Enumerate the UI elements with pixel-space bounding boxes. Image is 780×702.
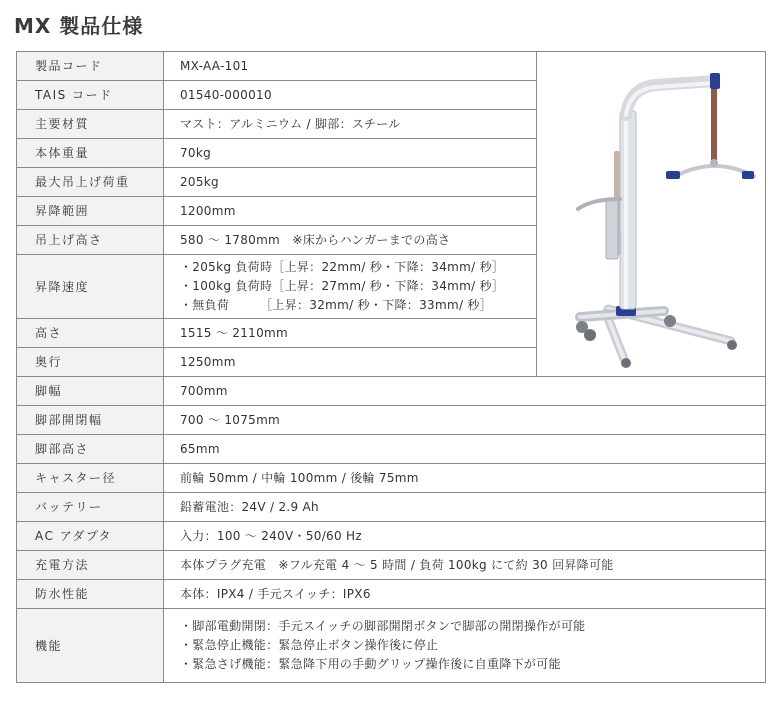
spec-label: 高さ [17,319,164,348]
spec-row-charging [17,551,766,580]
spec-row-caster [17,464,766,493]
spec-row-functions [17,609,766,683]
spec-value: 205kg [164,168,537,197]
spec-value: 700 ～ 1075mm [164,406,766,435]
spec-row-battery [17,493,766,522]
spec-label: AC アダプタ [17,522,164,551]
spec-value: 1250mm [164,348,537,377]
page-title: MX 製品仕様 [14,14,144,38]
spec-value: 580 ～ 1780mm ※床からハンガーまでの高さ [164,226,537,255]
speed-line: ・無負荷 ［上昇：32mm/ 秒・下降：33mm/ 秒］ [180,298,493,312]
spec-label: 脚部開閉幅 [17,406,164,435]
spec-value: 鉛蓄電池：24V / 2.9 Ah [164,493,766,522]
spec-value: 1200mm [164,197,537,226]
spec-label: 充電方法 [17,551,164,580]
speed-line: ・100kg 負荷時［上昇：27mm/ 秒・下降：34mm/ 秒］ [180,279,505,293]
spec-label: バッテリー [17,493,164,522]
spec-label: 製品コード [17,52,164,81]
spec-label: 主要材質 [17,110,164,139]
function-line: ・緊急さげ機能：緊急降下用の手動グリップ操作後に自重降下が可能 [180,657,561,671]
spec-label: 脚部高さ [17,435,164,464]
spec-value: 70kg [164,139,537,168]
spec-label: 昇降速度 [17,255,164,319]
spec-label: TAIS コード [17,81,164,110]
spec-label: 本体重量 [17,139,164,168]
spec-value: MX-AA-101 [164,52,537,81]
spec-label: 吊上げ高さ [17,226,164,255]
spec-row-leg-width [17,377,766,406]
spec-row-ac-adapter [17,522,766,551]
spec-row-product-code [17,52,766,81]
function-line: ・緊急停止機能：緊急停止ボタン操作後に停止 [180,638,439,652]
spec-label: 奥行 [17,348,164,377]
spec-table [16,51,766,683]
spec-value: 65mm [164,435,766,464]
spec-value: 1515 ～ 2110mm [164,319,537,348]
product-image-cell [537,52,766,377]
spec-value: マスト：アルミニウム / 脚部：スチール [164,110,537,139]
spec-value: 本体プラグ充電 ※フル充電 4 ～ 5 時間 / 負荷 100kg にて約 30 回昇降可能 [164,551,766,580]
patient-lift-icon [546,59,756,369]
spec-row-leg-height [17,435,766,464]
function-line: ・脚部電動開閉：手元スイッチの脚部開閉ボタンで脚部の開閉操作が可能 [180,619,586,633]
spec-label: 機能 [17,609,164,683]
spec-label: キャスター径 [17,464,164,493]
spec-row-leg-open-width [17,406,766,435]
spec-label: 昇降範囲 [17,197,164,226]
spec-row-waterproof [17,580,766,609]
spec-value: 01540-000010 [164,81,537,110]
spec-label: 最大吊上げ荷重 [17,168,164,197]
spec-value: 入力：100 ～ 240V・50/60 Hz [164,522,766,551]
spec-value [164,609,766,683]
spec-value: 前輪 50mm / 中輪 100mm / 後輪 75mm [164,464,766,493]
spec-value: 700mm [164,377,766,406]
spec-value [164,255,537,319]
spec-label: 脚幅 [17,377,164,406]
speed-line: ・205kg 負荷時［上昇：22mm/ 秒・下降：34mm/ 秒］ [180,260,505,274]
spec-value: 本体：IPX4 / 手元スイッチ：IPX6 [164,580,766,609]
spec-label: 防水性能 [17,580,164,609]
